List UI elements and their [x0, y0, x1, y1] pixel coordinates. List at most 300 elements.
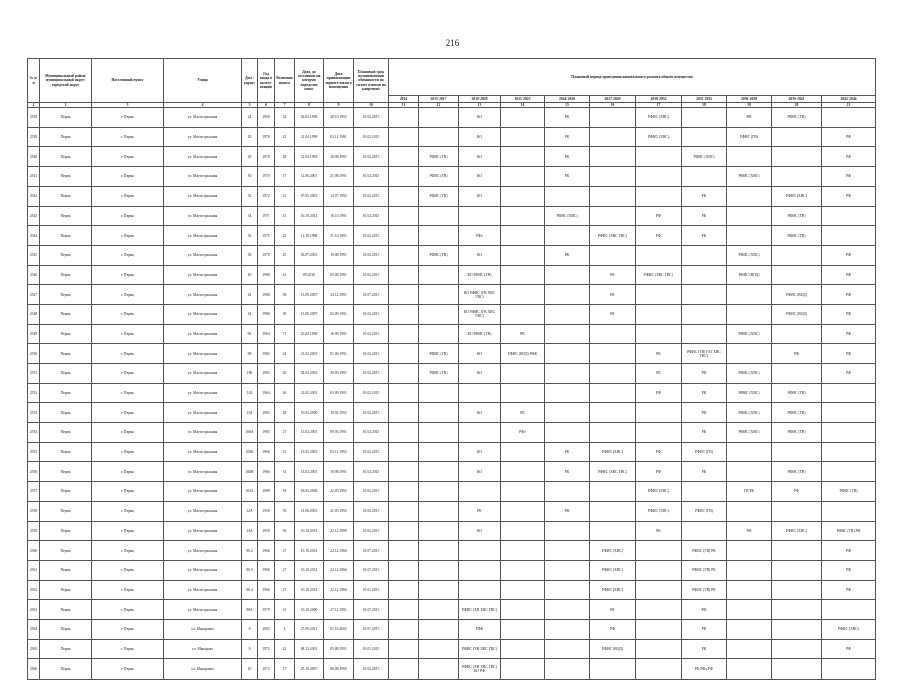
- cell-period-work: [501, 501, 545, 521]
- cell-date-emergency: 02.02.2001: [295, 364, 324, 384]
- cell-period-work: [682, 167, 727, 187]
- cell-period-work: [772, 245, 822, 265]
- cell-period-work: [590, 659, 636, 680]
- cell-date-privatization: 02.11.1992: [324, 442, 354, 462]
- cell-period-work: РФ: [822, 639, 876, 659]
- cell-street: ул. Магистральная: [164, 186, 242, 206]
- cell-period-work: РФ: [772, 482, 822, 502]
- cell-period-work: РФИС (ХВС): [636, 108, 682, 128]
- cell-house: 28: [242, 127, 258, 147]
- cell-house: 38: [242, 245, 258, 265]
- cell-locality: г. Пермь: [92, 364, 164, 384]
- cell-period-work: РК: [590, 304, 636, 324]
- cell-period-work: [727, 462, 772, 482]
- cell-street: ул. Магистральная: [164, 423, 242, 443]
- cell-period-work: [590, 383, 636, 403]
- cell-year-built: 1966: [258, 560, 275, 580]
- cell-wear: 17: [275, 167, 295, 187]
- cell-date-emergency: 15.10.2014: [295, 541, 324, 561]
- cell-year-built: 1964: [258, 324, 275, 344]
- cell-period-work: РК РФо РФ: [682, 659, 727, 680]
- cell-period-work: РК: [545, 442, 590, 462]
- cell-date-emergency: 21.04.1999: [295, 127, 324, 147]
- cell-period-work: [590, 482, 636, 502]
- cell-period-work: [389, 383, 419, 403]
- cell-period-work: [636, 659, 682, 680]
- cell-locality: г. Пермь: [92, 580, 164, 600]
- cell-locality: г. Пермь: [92, 639, 164, 659]
- col-header-no: № п/п: [28, 59, 40, 103]
- cell-period-work: [682, 108, 727, 128]
- col-header-period: 2039-2041: [772, 96, 822, 103]
- cell-row-number: 2564: [28, 619, 40, 639]
- cell-period-work: [636, 600, 682, 620]
- table-row: [28, 541, 876, 561]
- cell-period-work: [727, 186, 772, 206]
- cell-period-work: РФИС (ХВС): [636, 482, 682, 502]
- cell-date-privatization: 22.05.1992: [324, 482, 354, 502]
- cell-period-work: [389, 423, 419, 443]
- cell-wear: 27: [275, 423, 295, 443]
- cell-period-work: РФ: [772, 344, 822, 364]
- cell-street: ул. Магистральная: [164, 344, 242, 364]
- cell-period-work: [545, 541, 590, 561]
- cell-period-work: [501, 659, 545, 680]
- cell-row-number: 2556: [28, 462, 40, 482]
- cell-period-work: [822, 108, 876, 128]
- cell-period-work: РФ: [682, 364, 727, 384]
- column-number: 14: [501, 103, 545, 108]
- cell-house: 24: [242, 108, 258, 128]
- cell-period-work: [590, 206, 636, 226]
- cell-house: 42: [242, 285, 258, 305]
- table-row: [28, 659, 876, 680]
- cell-locality: г. Пермь: [92, 285, 164, 305]
- cell-period-work: [545, 580, 590, 600]
- cell-period-work: [419, 521, 459, 541]
- cell-date-privatization: 30.03.1991: [324, 364, 354, 384]
- cell-row-number: 2557: [28, 482, 40, 502]
- cell-house: 32: [242, 186, 258, 206]
- table-row: [28, 127, 876, 147]
- cell-period-work: [682, 482, 727, 502]
- cell-wear: 41: [275, 206, 295, 226]
- cell-period-work: [545, 364, 590, 384]
- cell-period-work: [459, 482, 501, 502]
- cell-date-emergency: 25.10.2007: [295, 659, 324, 680]
- cell-period-work: КО: [459, 403, 501, 423]
- cell-year-built: 1972: [258, 639, 275, 659]
- cell-year-built: 1966: [258, 462, 275, 482]
- cell-date-privatization: 28.10.1992: [324, 108, 354, 128]
- cell-deadline: 01.02.2015: [354, 245, 389, 265]
- table-row: [28, 403, 876, 423]
- table-row: [28, 186, 876, 206]
- cell-street: ул. Магистральная: [164, 285, 242, 305]
- cell-date-emergency: 18.03.2006: [295, 482, 324, 502]
- cell-municipality: Пермь: [40, 186, 92, 206]
- cell-period-work: РФИС (ХВС): [636, 501, 682, 521]
- cell-period-work: РФ: [590, 619, 636, 639]
- cell-street: ул. Магистральная: [164, 403, 242, 423]
- col-header-period: 2014: [389, 96, 419, 103]
- cell-row-number: 2542: [28, 186, 40, 206]
- cell-period-work: РФИС (ХВС): [682, 147, 727, 167]
- cell-year-built: 1989: [258, 482, 275, 502]
- cell-period-work: РК: [682, 639, 727, 659]
- cell-period-work: [682, 285, 727, 305]
- cell-period-work: [772, 442, 822, 462]
- cell-municipality: Пермь: [40, 383, 92, 403]
- cell-locality: г. Пермь: [92, 541, 164, 561]
- cell-period-work: [727, 619, 772, 639]
- cell-period-work: РК: [590, 600, 636, 620]
- cell-period-work: [727, 442, 772, 462]
- cell-period-work: [636, 560, 682, 580]
- cell-period-work: [727, 580, 772, 600]
- cell-period-work: РФИС (ГВ): [772, 383, 822, 403]
- cell-row-number: 2566: [28, 659, 40, 680]
- cell-date-emergency: 21.03.1993: [295, 147, 324, 167]
- cell-row-number: 2560: [28, 541, 40, 561]
- cell-date-privatization: 22.12.1966: [324, 560, 354, 580]
- cell-street: ул. Магистральная: [164, 442, 242, 462]
- cell-period-work: [682, 521, 727, 541]
- header-row: [28, 59, 876, 96]
- cell-row-number: 2559: [28, 521, 40, 541]
- cell-wear: 18: [275, 482, 295, 502]
- table-row: [28, 344, 876, 364]
- cell-date-privatization: 05.08.1991: [324, 639, 354, 659]
- col-header-date-privatization: Дата приватизации первого жилого помещения: [324, 59, 354, 103]
- cell-wear: 28: [275, 147, 295, 167]
- cell-period-work: [419, 285, 459, 305]
- cell-period-work: [682, 265, 727, 285]
- cell-deadline: 01.07.2015: [354, 285, 389, 305]
- cell-period-work: [545, 226, 590, 246]
- table-row: [28, 619, 876, 639]
- cell-deadline: 01.02.2015: [354, 127, 389, 147]
- column-number: 6: [258, 103, 275, 108]
- cell-deadline: 01.02.2015: [354, 186, 389, 206]
- column-number: 13: [459, 103, 501, 108]
- cell-wear: 23: [275, 226, 295, 246]
- cell-deadline: 01.02.2015: [354, 206, 389, 226]
- cell-locality: г. Пермь: [92, 423, 164, 443]
- cell-date-emergency: 08.12.2001: [295, 639, 324, 659]
- cell-deadline: 01.02.2015: [354, 167, 389, 187]
- cell-period-work: РК: [545, 147, 590, 167]
- cell-period-work: [772, 364, 822, 384]
- cell-period-work: РФИС (ГВ): [772, 206, 822, 226]
- cell-period-work: [459, 580, 501, 600]
- cell-period-work: КО: [459, 108, 501, 128]
- cell-wear: 21: [275, 186, 295, 206]
- cell-locality: г. Пермь: [92, 108, 164, 128]
- cell-date-privatization: 02.09.1991: [324, 304, 354, 324]
- cell-locality: г. Пермь: [92, 265, 164, 285]
- cell-house: 96.3: [242, 560, 258, 580]
- cell-municipality: Пермь: [40, 226, 92, 246]
- cell-municipality: Пермь: [40, 659, 92, 680]
- cell-period-work: [636, 186, 682, 206]
- col-header-period: 2021-2023: [501, 96, 545, 103]
- cell-street: ул. Магистральная: [164, 462, 242, 482]
- cell-period-work: [389, 167, 419, 187]
- cell-row-number: 2561: [28, 560, 40, 580]
- cell-year-built: 1971: [258, 206, 275, 226]
- col-header-year-built: Год ввода в эксплу-атацию: [258, 59, 275, 103]
- cell-deadline: 01.02.2015: [354, 304, 389, 324]
- cell-period-work: РФИС (ГВ) РК: [682, 560, 727, 580]
- cell-period-work: [822, 659, 876, 680]
- cell-period-work: [727, 501, 772, 521]
- cell-period-work: [636, 304, 682, 324]
- cell-period-work: ГВ РК: [727, 482, 772, 502]
- cell-period-work: [682, 127, 727, 147]
- cell-period-work: РФ: [545, 501, 590, 521]
- cell-municipality: Пермь: [40, 108, 92, 128]
- cell-period-work: РФИС (ХВС): [590, 580, 636, 600]
- cell-period-work: РФИС (ГВ): [419, 344, 459, 364]
- cell-date-emergency: 10.10.2014: [295, 521, 324, 541]
- cell-wear: 24: [275, 344, 295, 364]
- col-header-wear: Величина износа: [275, 59, 295, 103]
- cell-locality: г. Пермь: [92, 226, 164, 246]
- cell-period-work: [636, 580, 682, 600]
- cell-period-work: РК: [682, 423, 727, 443]
- cell-period-work: [590, 501, 636, 521]
- cell-street: ул. Магистральная: [164, 226, 242, 246]
- cell-locality: г. Пермь: [92, 324, 164, 344]
- cell-wear: 25: [275, 245, 295, 265]
- cell-period-work: [501, 285, 545, 305]
- cell-date-emergency: 13.09.2007: [295, 285, 324, 305]
- cell-period-work: РФИС (ХВС): [727, 324, 772, 344]
- cell-period-work: РФИС (ХВС): [822, 619, 876, 639]
- cell-period-work: [636, 167, 682, 187]
- cell-house: 6: [242, 619, 258, 639]
- cell-period-work: [545, 600, 590, 620]
- cell-wear: 31: [275, 462, 295, 482]
- cell-period-work: [822, 423, 876, 443]
- cell-period-work: [389, 304, 419, 324]
- column-number: 11: [389, 103, 419, 108]
- cell-date-emergency: 19.01.2000: [295, 403, 324, 423]
- col-header-street: Улица: [164, 59, 242, 103]
- cell-period-work: [389, 364, 419, 384]
- cell-period-work: РК: [545, 127, 590, 147]
- cell-house: 96.2: [242, 541, 258, 561]
- column-number: 9: [324, 103, 354, 108]
- col-header-period: 2024-2026: [545, 96, 590, 103]
- cell-deadline: 01.07.2015: [354, 541, 389, 561]
- cell-period-work: РФИС (ГВ): [822, 482, 876, 502]
- cell-wear: 22: [275, 639, 295, 659]
- cell-date-privatization: 02.11.1991: [324, 127, 354, 147]
- cell-house: 40: [242, 265, 258, 285]
- cell-period-work: [545, 521, 590, 541]
- cell-date-emergency: 25.02.1998: [295, 324, 324, 344]
- cell-period-work: [772, 127, 822, 147]
- cell-period-work: РФ: [636, 462, 682, 482]
- cell-row-number: 2563: [28, 600, 40, 620]
- cell-period-work: [501, 226, 545, 246]
- cell-period-work: КО РФИС (ГВ): [459, 265, 501, 285]
- table-row: [28, 265, 876, 285]
- cell-locality: г. Пермь: [92, 147, 164, 167]
- cell-period-work: РФИС (ГВ): [419, 186, 459, 206]
- cell-date-emergency: 11.06.2001: [295, 167, 324, 187]
- cell-deadline: 01.02.2015: [354, 521, 389, 541]
- cell-period-work: РФ: [822, 580, 876, 600]
- cell-locality: г. Пермь: [92, 304, 164, 324]
- cell-date-emergency: 13.02.2001: [295, 462, 324, 482]
- cell-period-work: [590, 423, 636, 443]
- cell-period-work: [389, 344, 419, 364]
- cell-street: ул. Магистральная: [164, 206, 242, 226]
- cell-period-work: [389, 600, 419, 620]
- cell-period-work: РФИС (ВОД): [590, 639, 636, 659]
- cell-deadline: 01.07.2015: [354, 560, 389, 580]
- cell-municipality: Пермь: [40, 482, 92, 502]
- table-row: [28, 364, 876, 384]
- table-row: [28, 423, 876, 443]
- cell-period-work: КО: [459, 521, 501, 541]
- cell-period-work: РФ: [636, 206, 682, 226]
- cell-period-work: РК: [682, 226, 727, 246]
- cell-row-number: 2544: [28, 226, 40, 246]
- column-number: 17: [636, 103, 682, 108]
- col-header-period: 2027-2029: [590, 96, 636, 103]
- cell-period-work: [389, 127, 419, 147]
- cell-house: 29: [242, 147, 258, 167]
- cell-period-work: РФ: [727, 108, 772, 128]
- cell-street: ул. Магистральная: [164, 304, 242, 324]
- cell-date-emergency: 27.09.2021: [295, 619, 324, 639]
- cell-period-work: [636, 639, 682, 659]
- cell-date-privatization: 22.12.1966: [324, 580, 354, 600]
- cell-house: 96.4: [242, 580, 258, 600]
- cell-house: 104: [242, 403, 258, 423]
- cell-period-work: РК: [682, 619, 727, 639]
- table-row: [28, 167, 876, 187]
- cell-municipality: Пермь: [40, 285, 92, 305]
- col-header-period: 2015-2017: [419, 96, 459, 103]
- cell-locality: г. Пермь: [92, 501, 164, 521]
- cell-locality: г. Пермь: [92, 383, 164, 403]
- cell-municipality: Пермь: [40, 344, 92, 364]
- cell-period-work: [419, 541, 459, 561]
- cell-period-work: [772, 580, 822, 600]
- cell-period-work: [590, 127, 636, 147]
- cell-period-work: [501, 521, 545, 541]
- col-header-deadline: Плановый срок возникновения обязанности по уплате взносов на капремонт: [354, 59, 389, 103]
- cell-period-work: [822, 383, 876, 403]
- cell-date-privatization: 06.08.1990: [324, 659, 354, 680]
- cell-municipality: Пермь: [40, 403, 92, 423]
- cell-period-work: РК: [545, 167, 590, 187]
- cell-street: ул. Магистральная: [164, 108, 242, 128]
- cell-period-work: [459, 423, 501, 443]
- cell-house: 44: [242, 304, 258, 324]
- cell-deadline: 01.07.2015: [354, 600, 389, 620]
- cell-locality: г. Пермь: [92, 659, 164, 680]
- cell-period-work: [501, 619, 545, 639]
- cell-deadline: 01.02.2015: [354, 482, 389, 502]
- cell-deadline: 01.02.2015: [354, 403, 389, 423]
- cell-locality: г. Пермь: [92, 167, 164, 187]
- cell-period-work: [501, 206, 545, 226]
- cell-date-privatization: 22.12.1966: [324, 541, 354, 561]
- cell-street: ул. Магистральная: [164, 580, 242, 600]
- cell-period-work: [389, 580, 419, 600]
- column-number: 20: [772, 103, 822, 108]
- cell-street: ул. Магистральная: [164, 383, 242, 403]
- col-header-house: Дом / корпус: [242, 59, 258, 103]
- cell-house: 104/1: [242, 482, 258, 502]
- cell-date-privatization: 03.09.1991: [324, 383, 354, 403]
- cell-locality: г. Пермь: [92, 442, 164, 462]
- cell-street: ул. Магистральная: [164, 560, 242, 580]
- cell-locality: г. Пермь: [92, 600, 164, 620]
- table-row: [28, 226, 876, 246]
- cell-wear: 23: [275, 127, 295, 147]
- cell-period-work: РК: [682, 383, 727, 403]
- cell-period-work: РФИС (ГВ): [419, 245, 459, 265]
- cell-period-work: [636, 423, 682, 443]
- cell-period-work: КО РФИС (ГВ ХВС ГВС): [459, 304, 501, 324]
- cell-period-work: [419, 108, 459, 128]
- cell-street: ул. Макаровка: [164, 619, 242, 639]
- cell-period-work: [389, 659, 419, 680]
- column-number: 8: [295, 103, 324, 108]
- cell-street: ул. Магистральная: [164, 364, 242, 384]
- cell-date-emergency: 10.10.2014: [295, 580, 324, 600]
- cell-period-work: РФИС (ХВС ГВС): [636, 265, 682, 285]
- cell-locality: г. Пермь: [92, 186, 164, 206]
- cell-date-privatization: 19.02.1992: [324, 403, 354, 423]
- cell-period-work: [389, 560, 419, 580]
- cell-period-work: [822, 501, 876, 521]
- page-number: 216: [445, 38, 460, 48]
- cell-period-work: РК: [682, 186, 727, 206]
- cell-period-work: РФИС (ГВ): [772, 403, 822, 423]
- cell-period-work: [822, 226, 876, 246]
- cell-period-work: [501, 265, 545, 285]
- col-header-locality: Населенный пункт: [92, 59, 164, 103]
- cell-period-work: [389, 501, 419, 521]
- cell-municipality: Пермь: [40, 304, 92, 324]
- cell-wear: 27: [275, 541, 295, 561]
- cell-locality: г. Пермь: [92, 482, 164, 502]
- cell-period-work: [545, 285, 590, 305]
- cell-date-emergency: 16.10.2014: [295, 206, 324, 226]
- cell-wear: 4: [275, 619, 295, 639]
- cell-date-privatization: 16.08.1991: [324, 324, 354, 344]
- cell-period-work: КО: [459, 147, 501, 167]
- cell-locality: г. Пермь: [92, 127, 164, 147]
- cell-locality: г. Пермь: [92, 619, 164, 639]
- cell-period-work: РФИС (ГВ): [682, 501, 727, 521]
- cell-period-work: РФИС (ГВ): [419, 147, 459, 167]
- cell-municipality: Пермь: [40, 167, 92, 187]
- cell-row-number: 2549: [28, 324, 40, 344]
- cell-period-work: РК: [545, 245, 590, 265]
- cell-period-work: [727, 285, 772, 305]
- cell-year-built: 1964: [258, 383, 275, 403]
- cell-date-emergency: 09.2016: [295, 265, 324, 285]
